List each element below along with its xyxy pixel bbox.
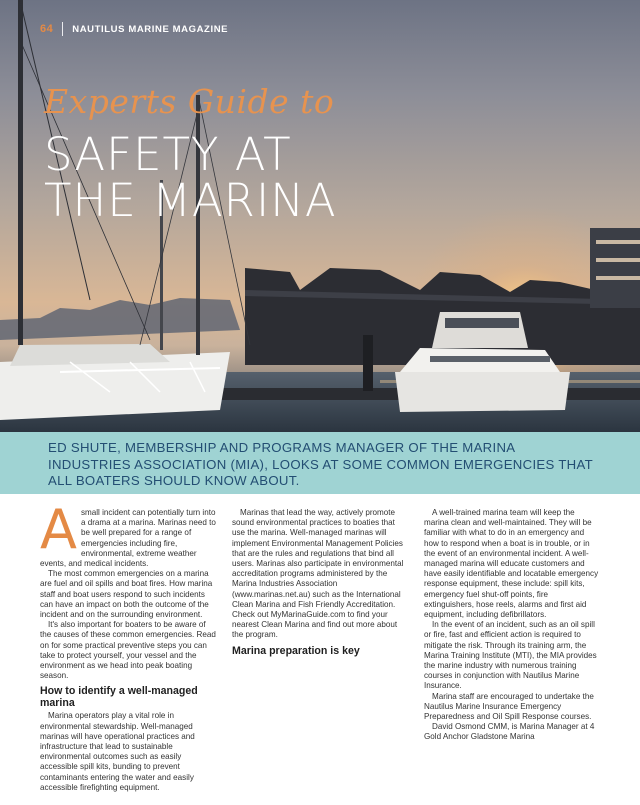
header-divider [62, 22, 63, 36]
standfirst-text: ED SHUTE, MEMBERSHIP AND PROGRAMS MANAGER OF THE MARINA INDUSTRIES ASSOCIATION (MIA), LOOKS AT SOME COMMON EMERGENCIES THAT ALL BOATERS SHOULD KNOW ABOUT. [48, 440, 593, 488]
paragraph: The most common emergencies on a marina are fuel and oil spills and boat fires. How marina staff and boat users respond to such incidents can have an impact on both the outcome of the incident and on the surrounding environment. [40, 569, 213, 620]
article-body [40, 498, 608, 800]
intro-paragraph [40, 498, 216, 569]
author-bio: David Osmond CMM, is Marina Manager at 4 Gold Anchor Gladstone Marina [424, 722, 595, 742]
article-title [44, 128, 337, 227]
column-1 [40, 498, 216, 793]
column-2 [232, 508, 408, 659]
magazine-name: NAUTILUS MARINE MAGAZINE [72, 23, 229, 35]
drop-cap: A [40, 498, 77, 561]
paragraph: A well-trained marina team will keep the marina clean and well-maintained. They will be familiar with what to do in an emergency and how to respond when a boat is in trouble, or in the event of an environmental incident. A well-managed marina will educate customers and have easily identifiable and locatable emergency response equipment, these include: spill kits, emergency fuel shut-off points, fire extinguishers, hose reels, alarms and first aid equipment, including defibrillators. [424, 508, 599, 620]
subheading: Marina preparation is key [232, 644, 360, 657]
paragraph: Marinas that lead the way, actively promote sound environmental practices to boaties that use the marina. Well-managed marinas will implement Environmental Management Policies that are the rules and regulations that bind all users. Marinas also participate in environmental accreditation programs administered by the Marina Industries Association (www.marinas.net.au) such as the International Clean Marina and Fish Friendly Accreditation. Check out MyMarinaGuide.com to find your nearest Clean Marina and find out more about the program. [232, 508, 404, 640]
title-line-1: SAFETY AT [44, 128, 292, 181]
paragraph: In the event of an incident, such as an oil spill or fire, fast and efficient action is required to mitigate the risk. Through its training arm, the Marina Training Institute (MTI), the MIA provides the marine industry with numerous training courses in conjunction with Nautilus Marine Insurance. [424, 620, 597, 691]
subheading: How to identify a well-managed marina [40, 685, 198, 709]
article-kicker: Experts Guide to [44, 82, 335, 121]
standfirst-band [0, 432, 640, 494]
paragraph: Marina operators play a vital role in environmental stewardship. Well-managed marinas will have operational practices and infrastructure that lead to sustainable environmental outcomes such as easily accessible spill kits, bunding to prevent contaminants entering the water and easily accessible firefighting equipment. [40, 711, 195, 792]
paragraph-text: small incident can potentially turn into a drama at a marina. Marinas need to be well prepared for a range of emergencies including fire, environmental, extreme weather events, and medical incidents. [40, 508, 216, 569]
column-3 [424, 508, 600, 743]
title-line-2: THE MARINA [44, 174, 337, 227]
paragraph: Marina staff are encouraged to undertake the Nautilus Marine Insurance Emergency Preparedness and Oil Spill Response courses. [424, 691, 594, 722]
page-header [40, 22, 228, 36]
paragraph: It's also important for boaters to be aware of the causes of these common emergencies. Read on for some practical preventive steps you can take to protect yourself, your vessel and the environment as we head into peak boating season. [40, 620, 216, 681]
page-number: 64 [40, 23, 54, 35]
